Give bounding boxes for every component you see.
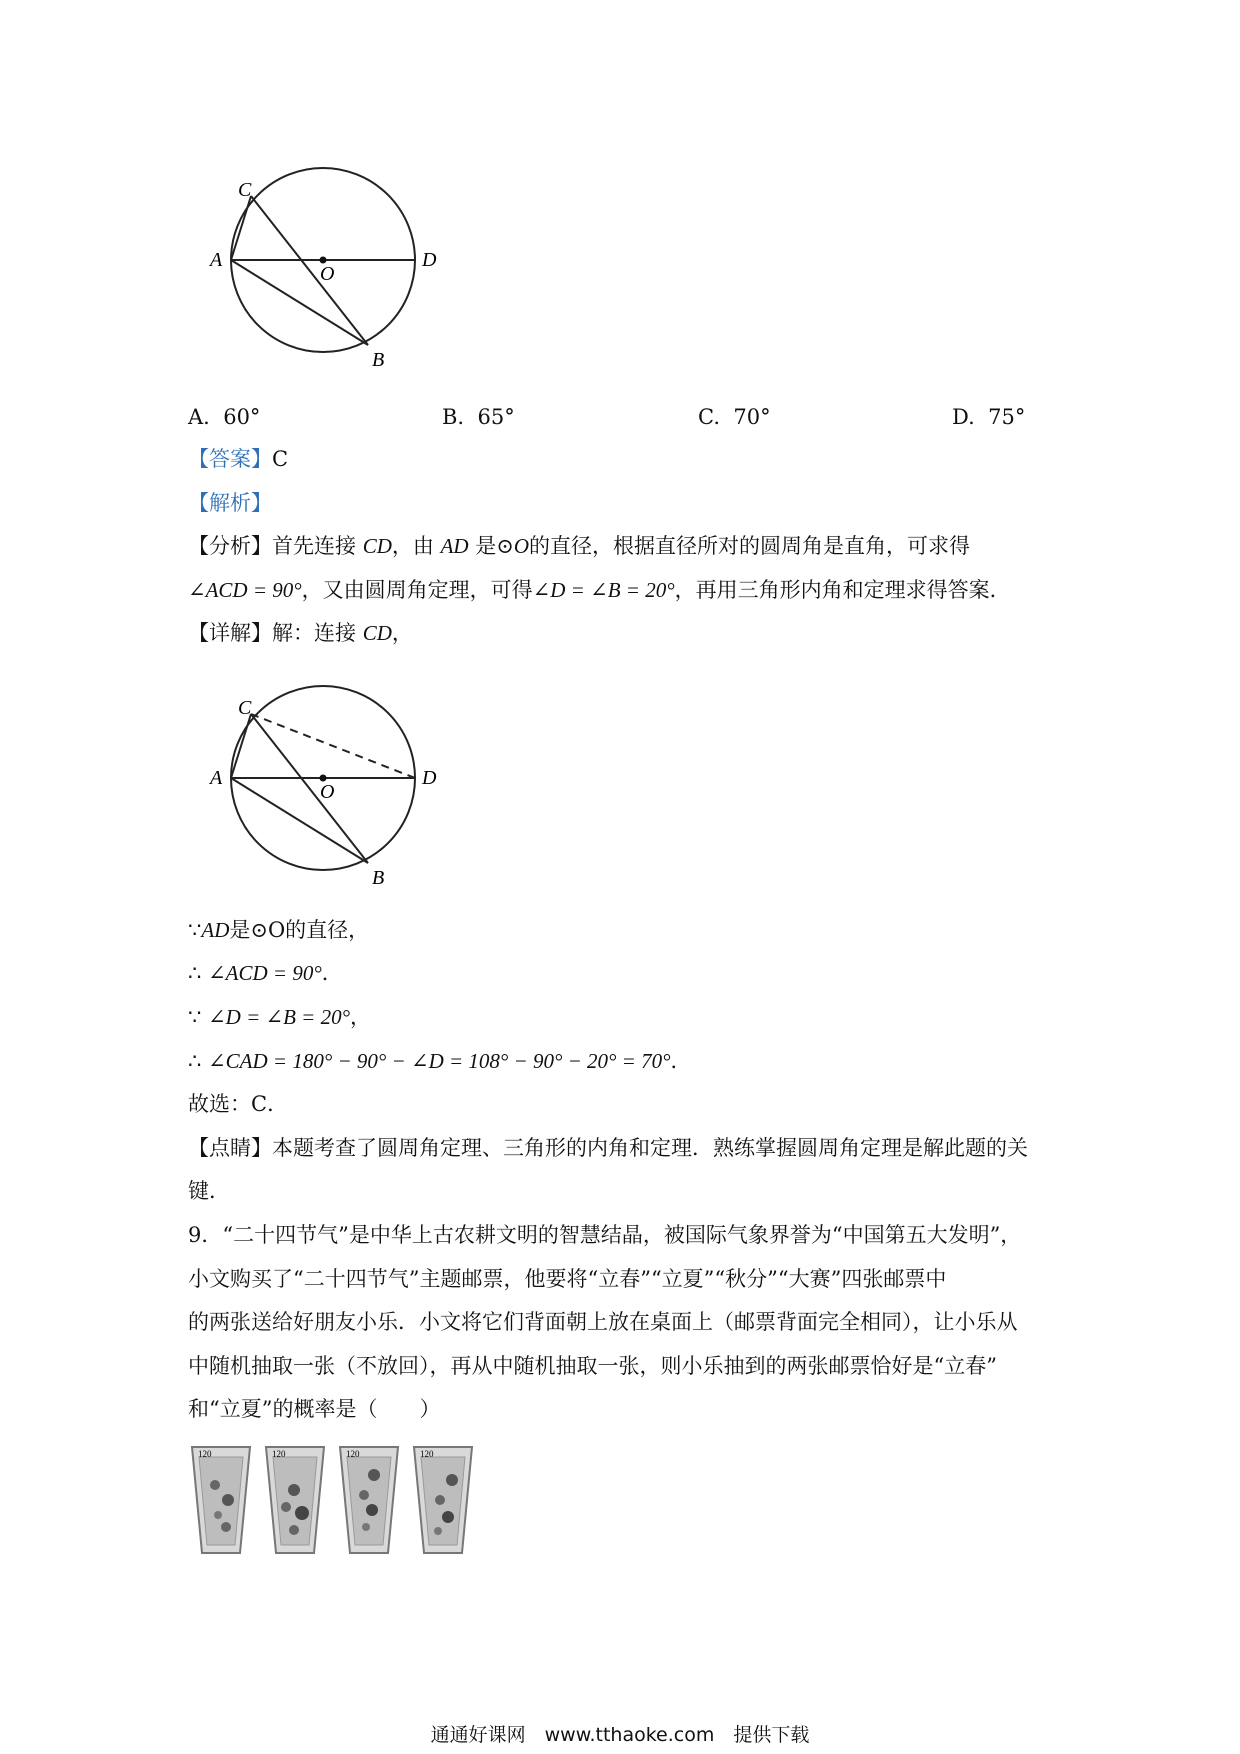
option-a: A. 60° xyxy=(188,405,261,429)
detail-line: 【详解】解：连接 CD， xyxy=(188,621,413,645)
answer-line xyxy=(188,444,288,474)
label-c-2: C xyxy=(238,697,252,719)
label-o: O xyxy=(320,263,335,285)
q9-line-1: 9．“二十四节气”是中华上古农耕文明的智慧结晶，被国际气象界誉为“中国第五大发明”， xyxy=(188,1223,1022,1247)
choose-line: 故选：C． xyxy=(188,1092,289,1116)
answer-value: C xyxy=(272,447,289,471)
step-4: ∴ ∠CAD = 180° − 90° − ∠D = 108° − 90° − 20° = 70°． xyxy=(188,1049,692,1073)
step-1: ∵AD是⊙O的直径， xyxy=(188,918,370,942)
label-a-2: A xyxy=(210,767,223,789)
option-d: D. 75° xyxy=(952,405,1026,429)
q9-line-2: 小文购买了“二十四节气”主题邮票，他要将“立春”“立夏”“秋分”“大赛”四张邮票中 xyxy=(188,1267,947,1291)
stamp-1-value: 120 xyxy=(198,1449,212,1459)
stamp-4-value: 120 xyxy=(420,1449,434,1459)
analysis-tag: 【解析】 xyxy=(188,491,272,515)
stamp-1 xyxy=(190,1445,252,1555)
label-a: A xyxy=(210,249,223,271)
fenxi-line-1: 【分析】首先连接 CD，由 AD 是⊙O的直径，根据直径所对的圆周角是直角，可求得 xyxy=(188,534,971,558)
stamp-3-value: 120 xyxy=(346,1449,360,1459)
label-c: C xyxy=(238,179,252,201)
answer-tag: 【答案】 xyxy=(188,447,272,471)
stamp-4 xyxy=(412,1445,474,1555)
q9-line-5: 和“立夏”的概率是（ ） xyxy=(188,1397,441,1421)
stamp-2-value: 120 xyxy=(272,1449,286,1459)
fenxi-line-2: ∠ACD = 90°，又由圆周角定理，可得∠D = ∠B = 20°，再用三角形内角和定理求得答案． xyxy=(188,578,1011,602)
label-o-2: O xyxy=(320,781,335,803)
comment-line-1: 【点睛】本题考查了圆周角定理、三角形的内角和定理．熟练掌握圆周角定理是解此题的关 xyxy=(188,1136,1028,1160)
label-b: B xyxy=(372,349,385,370)
stamp-2 xyxy=(264,1445,326,1555)
label-d-2: D xyxy=(422,767,437,789)
circle-figure-2 xyxy=(200,680,460,890)
page-footer: 通通好课网 www.tthaoke.com 提供下载 xyxy=(430,1724,810,1746)
step-3: ∵ ∠D = ∠B = 20°， xyxy=(188,1005,371,1029)
option-c: C. 70° xyxy=(698,405,771,429)
label-b-2: B xyxy=(372,867,385,889)
q9-line-3: 的两张送给好朋友小乐．小文将它们背面朝上放在桌面上（邮票背面完全相同），让小乐从 xyxy=(188,1310,1018,1334)
comment-line-2: 键． xyxy=(188,1179,230,1203)
step-2: ∴ ∠ACD = 90°． xyxy=(188,961,343,985)
option-b: B. 65° xyxy=(442,405,515,429)
circle-figure-1 xyxy=(200,160,460,370)
stamp-3 xyxy=(338,1445,400,1555)
q9-line-4: 中随机抽取一张（不放回），再从中随机抽取一张，则小乐抽到的两张邮票恰好是“立春” xyxy=(188,1354,997,1378)
label-d: D xyxy=(422,249,437,271)
